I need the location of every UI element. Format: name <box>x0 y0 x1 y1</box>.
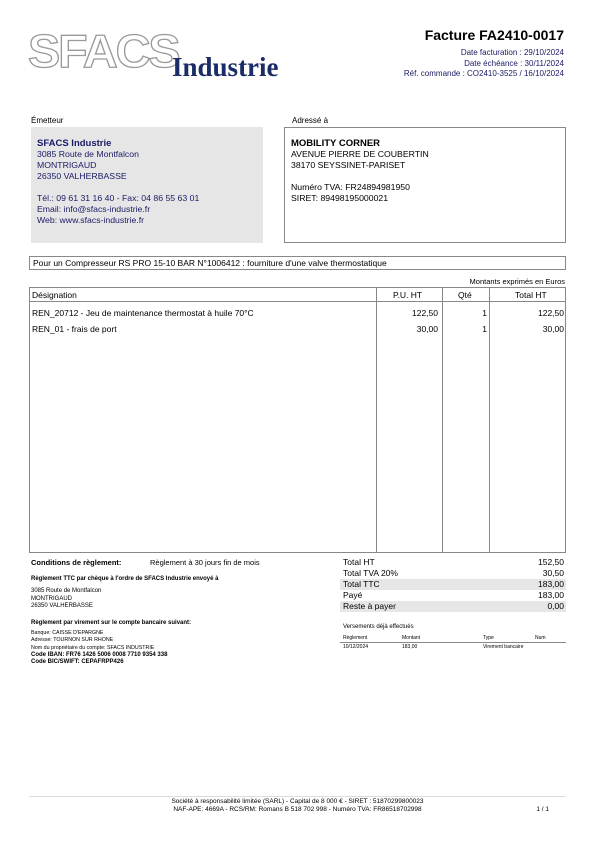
row2-total: 30,00 <box>542 324 564 334</box>
cheque-line1: 3085 Route de Montfalcon <box>31 588 102 594</box>
payment-row <box>340 643 566 651</box>
client-line2: 38170 SEYSSINET-PARISET <box>291 160 406 170</box>
emitter-name: SFACS Industrie <box>37 138 112 149</box>
row1-designation: REN_20712 - Jeu de maintenance thermostat à huile 70°C <box>32 308 254 318</box>
footer-line2: NAF-APE: 4669A - RCS/RM: Romans B 518 702 998 - Numéro TVA: FR86518702998 <box>173 806 422 813</box>
total-tva-value: 30,50 <box>542 568 564 578</box>
cheque-title: Règlement TTC par chèque à l'ordre de SFACS Industrie envoyé à <box>31 576 219 582</box>
total-ht-label: Total HT <box>343 557 375 567</box>
paid-label: Payé <box>343 590 363 600</box>
paid-row <box>340 590 566 601</box>
row2-qty: 1 <box>482 324 487 334</box>
total-tva-label: Total TVA 20% <box>343 568 398 578</box>
payments-col-num: Num <box>535 635 546 641</box>
emitter-line3: 26350 VALHERBASSE <box>37 171 127 181</box>
row1-qty: 1 <box>482 308 487 318</box>
header-pu: P.U. HT <box>393 290 423 300</box>
ref-commande: Réf. commande : CO2410-3525 / 16/10/2024 <box>403 69 564 78</box>
client-line1: AVENUE PIERRE DE COUBERTIN <box>291 149 429 159</box>
logo-sfacs: SFACS <box>28 25 179 77</box>
payments-col-reglement: Règlement <box>343 635 368 641</box>
cheque-line3: 26350 VALHERBASSE <box>31 603 93 609</box>
payments-title: Versements déjà effectués <box>343 624 414 630</box>
invoice-meta <box>404 48 564 80</box>
payments-col-montant: Montant <box>402 635 421 641</box>
date-echeance: Date échéance : 30/11/2024 <box>464 58 564 68</box>
cheque-line2: MONTRIGAUD <box>31 595 72 602</box>
currency-note: Montants exprimés en Euros <box>469 277 565 286</box>
emitter-email: Email: info@sfacs-industrie.fr <box>37 204 151 214</box>
payments-col-type: Type <box>483 635 494 641</box>
client-label: Adressé à <box>292 116 329 125</box>
bank-bic: Code BIC/SWIFT: CEPAFRPP426 <box>31 659 124 666</box>
client-siret: SIRET: 89498195000021 <box>291 193 389 203</box>
cheque-address <box>31 588 101 611</box>
row2-pu: 30,00 <box>416 324 438 334</box>
footer-line1: Société à responsabilité limitée (SARL) - Capital de 8 000 € - SIRET : 51870299800023 <box>171 798 424 805</box>
invoice-subject: Pour un Compresseur RS PRO 15-10 BAR N°1006412 : fourniture d'une valve thermostatique <box>29 256 566 270</box>
client-name: MOBILITY CORNER <box>291 138 381 149</box>
col-divider <box>442 287 443 553</box>
total-ttc-row <box>340 579 566 590</box>
emitter-phone: Tél.: 09 61 31 16 40 - Fax: 04 86 55 63 01 <box>37 193 200 203</box>
header-designation: Désignation <box>32 290 77 300</box>
total-ht-row <box>340 557 566 568</box>
total-ttc-value: 183,00 <box>538 579 564 589</box>
page-number: 1 / 1 <box>536 806 549 813</box>
payment-date: 10/12/2024 <box>343 644 369 650</box>
emitter-line2: MONTRIGAUD <box>37 160 97 170</box>
emitter-web: Web: www.sfacs-industrie.fr <box>37 215 145 225</box>
header-qty: Qté <box>458 290 472 300</box>
payments-header <box>340 634 566 643</box>
remaining-label: Reste à payer <box>343 601 396 611</box>
emitter-label: Émetteur <box>31 116 64 125</box>
client-address <box>291 138 429 204</box>
conditions-value: Règlement à 30 jours fin de mois <box>150 558 260 567</box>
remaining-row <box>340 601 566 612</box>
bank-iban: Code IBAN: FR76 1426 5006 0008 7710 9354 338 <box>31 651 168 658</box>
conditions-label <box>31 558 121 567</box>
remaining-value: 0,00 <box>547 601 564 611</box>
bank-title: Règlement par virement sur le compte bancaire suivant: <box>31 620 192 626</box>
header-total: Total HT <box>515 290 547 300</box>
col-divider <box>489 287 490 553</box>
row2-designation: REN_01 - frais de port <box>32 324 117 334</box>
total-tva-row <box>340 568 566 579</box>
row1-pu: 122,50 <box>412 308 438 318</box>
emitter-address <box>37 138 199 226</box>
payment-type: Virement bancaire <box>483 644 524 650</box>
payment-amount: 183,00 <box>402 644 418 650</box>
invoice-title: Facture FA2410-0017 <box>424 27 564 43</box>
emitter-line1: 3085 Route de Montfalcon <box>37 149 139 159</box>
logo-industrie: Industrie <box>172 52 279 82</box>
bank-owner: Nom du propriétaire du compte: SFACS INDUSTRIE <box>31 644 155 651</box>
conditions-title: Conditions de règlement: <box>31 558 122 567</box>
bank-name: Banque: CAISSE D'EPARGNE <box>31 630 104 636</box>
footer-divider <box>29 796 566 797</box>
client-tva: Numéro TVA: FR24894981950 <box>291 182 410 192</box>
table-header <box>29 287 566 302</box>
total-ht-value: 152,50 <box>538 557 564 567</box>
date-facturation: Date facturation : 29/10/2024 <box>460 48 564 57</box>
paid-value: 183,00 <box>538 590 564 600</box>
bank-details <box>31 630 167 666</box>
total-ttc-label: Total TTC <box>343 579 380 589</box>
bank-address: Adresse: TOURNON SUR RHONE <box>31 637 114 644</box>
row1-total: 122,50 <box>538 308 564 318</box>
col-divider <box>376 287 377 553</box>
